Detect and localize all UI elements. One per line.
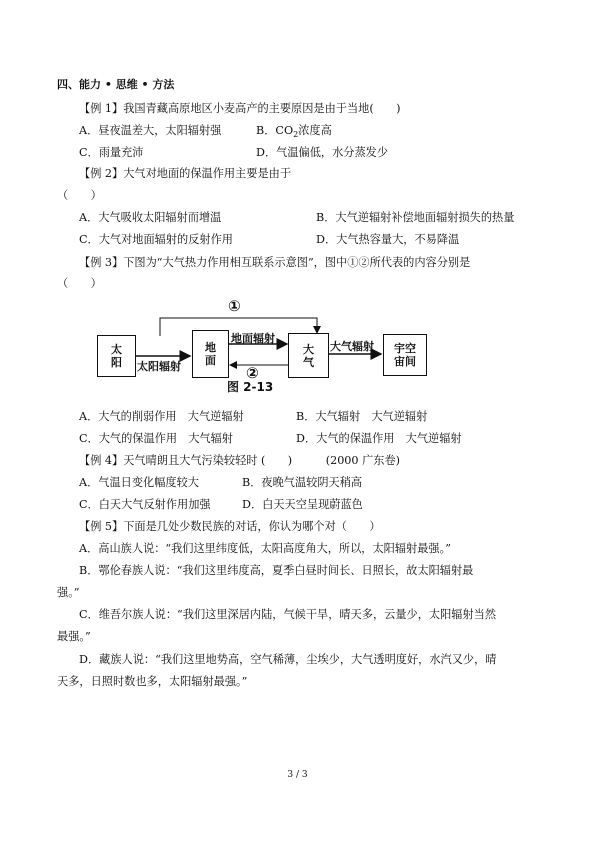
label-atmos-radiation: 大气辐射 — [330, 340, 374, 353]
q4-option-c: C．白天大气反射作用加强 — [79, 498, 211, 511]
q4-option-b: B．夜晚气温较阴天稍高 — [242, 476, 363, 489]
box-sun: 太 阳 — [97, 335, 136, 377]
q2-stem: 【例 2】大气对地面的保温作用主要是由于 — [79, 167, 292, 180]
q1-option-d: D．气温偏低，水分蒸发少 — [256, 146, 389, 159]
q3-option-b: B．大气辐射 大气逆辐射 — [296, 410, 428, 423]
q5-stem: 【例 5】下面是几处少数民族的对话，你认为哪个对（ ） — [79, 520, 381, 533]
section-title: 四、能力 • 思维 • 方法 — [57, 78, 175, 91]
q5-option-d-line1: D．藏族人说：“我们这里地势高，空气稀薄，尘埃少，大气透明度好，水汽又少，晴 — [79, 653, 497, 666]
q3-option-a: A．大气的削弱作用 大气逆辐射 — [79, 410, 244, 423]
q1-option-a: A．昼夜温差大，太阳辐射强 — [79, 124, 222, 137]
q1-stem: 【例 1】我国青藏高原地区小麦高产的主要原因是由于当地( ) — [79, 102, 401, 115]
box-atmosphere: 大 气 — [288, 333, 329, 378]
q4-stem: 【例 4】天气晴朗且大气污染较轻时 ( ) (2000 广东卷) — [79, 454, 401, 467]
box-ground: 地 面 — [192, 330, 229, 378]
box-space: 宇空 宙间 — [383, 334, 427, 376]
q5-option-b-line1: B．鄂伦春族人说：“我们这里纬度高，夏季白昼时间长、日照长，故太阳辐射最 — [79, 564, 474, 577]
q2-paren: （ ） — [57, 189, 102, 202]
label-solar-radiation: 太阳辐射 — [137, 360, 181, 373]
marker-1: ① — [228, 297, 241, 315]
q2-option-d: D．大气热容量大，不易降温 — [316, 233, 460, 246]
label-ground-radiation: 地面辐射 — [231, 332, 275, 345]
q3-option-c: C．大气的保温作用 大气辐射 — [79, 432, 233, 445]
q3-paren: （ ） — [57, 277, 102, 290]
q3-stem: 【例 3】下图为“大气热力作用相互联系示意图”，图中①②所代表的内容分别是 — [79, 256, 471, 269]
q5-option-b-line2: 强。” — [57, 586, 80, 599]
q1-option-b: B．$CO_2$浓度高 — [256, 124, 332, 140]
page-number: 3 / 3 — [287, 770, 308, 780]
q5-option-c-line1: C．维吾尔族人说：“我们这里深居内陆，气候干旱，晴天多，云量少，太阳辐射当然 — [79, 608, 497, 621]
diagram-caption: 图 2-13 — [227, 380, 274, 394]
q3-option-d: D．大气的保温作用 大气逆辐射 — [296, 432, 462, 445]
q2-option-a: A．大气吸收太阳辐射而增温 — [79, 211, 222, 224]
q5-option-a: A．高山族人说：“我们这里纬度低，太阳高度角大，所以，太阳辐射最强。” — [79, 542, 451, 555]
q5-option-c-line2: 最强。” — [57, 630, 91, 643]
q1-option-c: C．雨量充沛 — [79, 146, 144, 159]
q2-option-c: C．大气对地面辐射的反射作用 — [79, 233, 233, 246]
q5-option-d-line2: 天多，日照时数也多，太阳辐射最强。” — [57, 675, 248, 688]
q4-option-a: A．气温日变化幅度较大 — [79, 476, 199, 489]
q4-option-d: D．白天天空呈现蔚蓝色 — [242, 498, 363, 511]
marker-2: ② — [246, 364, 259, 382]
q2-option-b: B．大气逆辐射补偿地面辐射损失的热量 — [316, 211, 515, 224]
